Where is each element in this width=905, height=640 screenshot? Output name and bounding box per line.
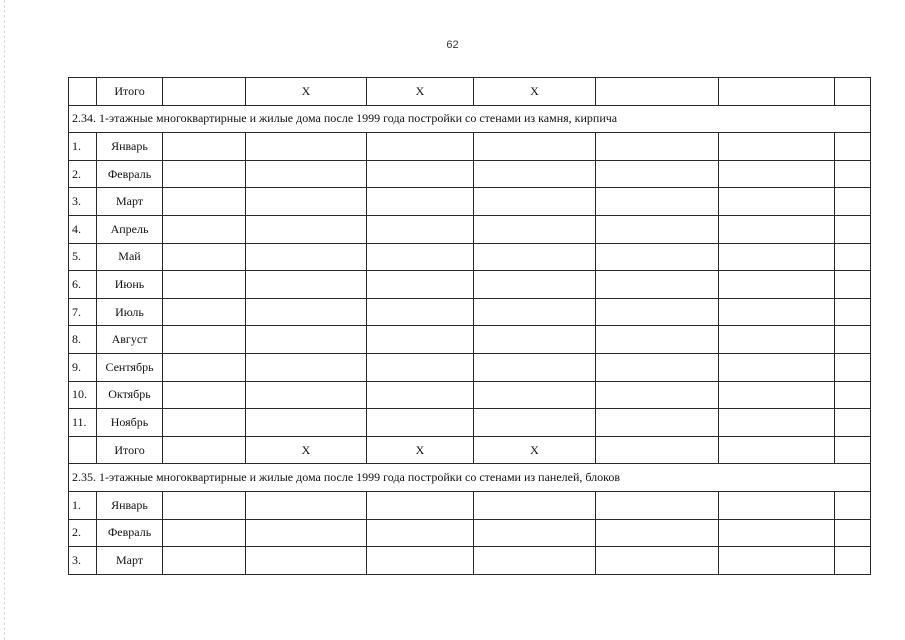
table-row bbox=[69, 326, 871, 354]
table-row bbox=[69, 381, 871, 409]
month-cell: Апрель bbox=[97, 215, 163, 243]
value-cell: X bbox=[246, 436, 367, 464]
month-cell: Март bbox=[97, 547, 163, 575]
value-cell bbox=[596, 519, 719, 547]
data-table bbox=[68, 77, 871, 575]
value-cell bbox=[835, 409, 871, 437]
value-cell bbox=[719, 78, 835, 106]
value-cell bbox=[719, 353, 835, 381]
value-cell bbox=[367, 298, 474, 326]
value-cell bbox=[835, 78, 871, 106]
value-cell bbox=[474, 271, 596, 299]
value-cell bbox=[246, 271, 367, 299]
value-cell bbox=[474, 519, 596, 547]
table-row bbox=[69, 243, 871, 271]
value-cell bbox=[163, 436, 246, 464]
row-number-cell: 9. bbox=[69, 353, 97, 381]
value-cell bbox=[367, 215, 474, 243]
value-cell bbox=[246, 188, 367, 216]
value-cell bbox=[596, 271, 719, 299]
value-cell bbox=[719, 271, 835, 299]
value-cell bbox=[835, 215, 871, 243]
row-number-cell: 10. bbox=[69, 381, 97, 409]
month-cell: Февраль bbox=[97, 519, 163, 547]
value-cell bbox=[719, 409, 835, 437]
table-row bbox=[69, 409, 871, 437]
value-cell bbox=[719, 160, 835, 188]
table-row bbox=[69, 271, 871, 299]
value-cell bbox=[596, 78, 719, 106]
value-cell bbox=[163, 188, 246, 216]
value-cell bbox=[596, 409, 719, 437]
table-row bbox=[69, 491, 871, 519]
month-cell: Март bbox=[97, 188, 163, 216]
value-cell bbox=[719, 243, 835, 271]
value-cell: X bbox=[246, 78, 367, 106]
value-cell bbox=[596, 215, 719, 243]
value-cell bbox=[835, 519, 871, 547]
value-cell bbox=[367, 188, 474, 216]
row-number-cell: 6. bbox=[69, 271, 97, 299]
row-number-cell: 4. bbox=[69, 215, 97, 243]
table-row bbox=[69, 547, 871, 575]
value-cell bbox=[163, 298, 246, 326]
value-cell bbox=[474, 188, 596, 216]
table-row bbox=[69, 298, 871, 326]
value-cell bbox=[596, 243, 719, 271]
value-cell bbox=[163, 133, 246, 161]
value-cell bbox=[835, 491, 871, 519]
value-cell bbox=[163, 215, 246, 243]
value-cell bbox=[163, 243, 246, 271]
section-title: 2.35. 1-этажные многоквартирные и жилые дома после 1999 года постройки со стенами из панелей, блоков bbox=[69, 464, 871, 492]
value-cell bbox=[835, 436, 871, 464]
row-number-cell: 5. bbox=[69, 243, 97, 271]
month-cell: Январь bbox=[97, 133, 163, 161]
value-cell bbox=[719, 491, 835, 519]
table-row bbox=[69, 160, 871, 188]
month-cell: Май bbox=[97, 243, 163, 271]
value-cell: X bbox=[474, 436, 596, 464]
month-cell: Июль bbox=[97, 298, 163, 326]
value-cell bbox=[163, 381, 246, 409]
value-cell bbox=[596, 160, 719, 188]
value-cell bbox=[246, 519, 367, 547]
value-cell bbox=[246, 160, 367, 188]
value-cell bbox=[835, 188, 871, 216]
value-cell bbox=[596, 133, 719, 161]
section-title: 2.34. 1-этажные многоквартирные и жилые дома после 1999 года постройки со стенами из камня, кирпича bbox=[69, 105, 871, 133]
row-number-cell: 1. bbox=[69, 491, 97, 519]
value-cell bbox=[719, 519, 835, 547]
value-cell bbox=[835, 271, 871, 299]
row-number-cell: 1. bbox=[69, 133, 97, 161]
value-cell bbox=[719, 298, 835, 326]
value-cell bbox=[367, 271, 474, 299]
month-cell: Август bbox=[97, 326, 163, 354]
value-cell bbox=[835, 298, 871, 326]
total-row bbox=[69, 436, 871, 464]
value-cell bbox=[474, 326, 596, 354]
row-number-cell: 3. bbox=[69, 547, 97, 575]
value-cell bbox=[246, 409, 367, 437]
value-cell bbox=[163, 326, 246, 354]
table-row bbox=[69, 133, 871, 161]
value-cell bbox=[246, 353, 367, 381]
value-cell bbox=[367, 326, 474, 354]
value-cell bbox=[474, 133, 596, 161]
value-cell bbox=[835, 547, 871, 575]
month-cell: Октябрь bbox=[97, 381, 163, 409]
value-cell bbox=[596, 491, 719, 519]
value-cell bbox=[163, 547, 246, 575]
month-cell: Итого bbox=[97, 78, 163, 106]
value-cell bbox=[835, 326, 871, 354]
month-cell: Июнь bbox=[97, 271, 163, 299]
row-number-cell: 3. bbox=[69, 188, 97, 216]
value-cell bbox=[246, 298, 367, 326]
row-number-cell bbox=[69, 78, 97, 106]
table-row bbox=[69, 353, 871, 381]
value-cell bbox=[163, 271, 246, 299]
table-row bbox=[69, 188, 871, 216]
value-cell bbox=[596, 436, 719, 464]
value-cell bbox=[163, 160, 246, 188]
value-cell bbox=[596, 547, 719, 575]
row-number-cell: 8. bbox=[69, 326, 97, 354]
value-cell bbox=[474, 409, 596, 437]
value-cell bbox=[474, 353, 596, 381]
value-cell: X bbox=[474, 78, 596, 106]
section-header-row bbox=[69, 464, 871, 492]
row-number-cell: 2. bbox=[69, 160, 97, 188]
table-row bbox=[69, 519, 871, 547]
value-cell bbox=[474, 215, 596, 243]
row-number-cell: 11. bbox=[69, 409, 97, 437]
value-cell: X bbox=[367, 78, 474, 106]
value-cell bbox=[719, 215, 835, 243]
value-cell bbox=[367, 133, 474, 161]
value-cell bbox=[596, 353, 719, 381]
value-cell bbox=[835, 381, 871, 409]
value-cell bbox=[596, 188, 719, 216]
value-cell bbox=[246, 491, 367, 519]
value-cell: X bbox=[367, 436, 474, 464]
month-cell: Сентябрь bbox=[97, 353, 163, 381]
value-cell bbox=[719, 133, 835, 161]
value-cell bbox=[163, 78, 246, 106]
value-cell bbox=[596, 298, 719, 326]
scan-edge-line bbox=[4, 0, 5, 640]
table-row bbox=[69, 215, 871, 243]
value-cell bbox=[596, 381, 719, 409]
month-cell: Ноябрь bbox=[97, 409, 163, 437]
month-cell: Итого bbox=[97, 436, 163, 464]
value-cell bbox=[163, 409, 246, 437]
value-cell bbox=[596, 326, 719, 354]
value-cell bbox=[474, 547, 596, 575]
value-cell bbox=[835, 243, 871, 271]
value-cell bbox=[835, 160, 871, 188]
value-cell bbox=[246, 381, 367, 409]
value-cell bbox=[367, 381, 474, 409]
value-cell bbox=[474, 243, 596, 271]
value-cell bbox=[367, 409, 474, 437]
value-cell bbox=[719, 547, 835, 575]
page-number: 62 bbox=[446, 39, 459, 51]
value-cell bbox=[246, 243, 367, 271]
total-row bbox=[69, 78, 871, 106]
month-cell: Январь bbox=[97, 491, 163, 519]
value-cell bbox=[367, 353, 474, 381]
value-cell bbox=[719, 188, 835, 216]
value-cell bbox=[835, 133, 871, 161]
value-cell bbox=[719, 381, 835, 409]
value-cell bbox=[246, 215, 367, 243]
value-cell bbox=[474, 381, 596, 409]
value-cell bbox=[367, 519, 474, 547]
value-cell bbox=[367, 547, 474, 575]
row-number-cell bbox=[69, 436, 97, 464]
value-cell bbox=[835, 353, 871, 381]
section-header-row bbox=[69, 105, 871, 133]
value-cell bbox=[474, 491, 596, 519]
value-cell bbox=[367, 243, 474, 271]
value-cell bbox=[367, 491, 474, 519]
value-cell bbox=[719, 326, 835, 354]
value-cell bbox=[246, 133, 367, 161]
row-number-cell: 2. bbox=[69, 519, 97, 547]
month-cell: Февраль bbox=[97, 160, 163, 188]
value-cell bbox=[719, 436, 835, 464]
value-cell bbox=[246, 326, 367, 354]
value-cell bbox=[163, 353, 246, 381]
value-cell bbox=[367, 160, 474, 188]
value-cell bbox=[474, 160, 596, 188]
value-cell bbox=[474, 298, 596, 326]
row-number-cell: 7. bbox=[69, 298, 97, 326]
value-cell bbox=[246, 547, 367, 575]
value-cell bbox=[163, 491, 246, 519]
table-body bbox=[69, 78, 871, 575]
value-cell bbox=[163, 519, 246, 547]
